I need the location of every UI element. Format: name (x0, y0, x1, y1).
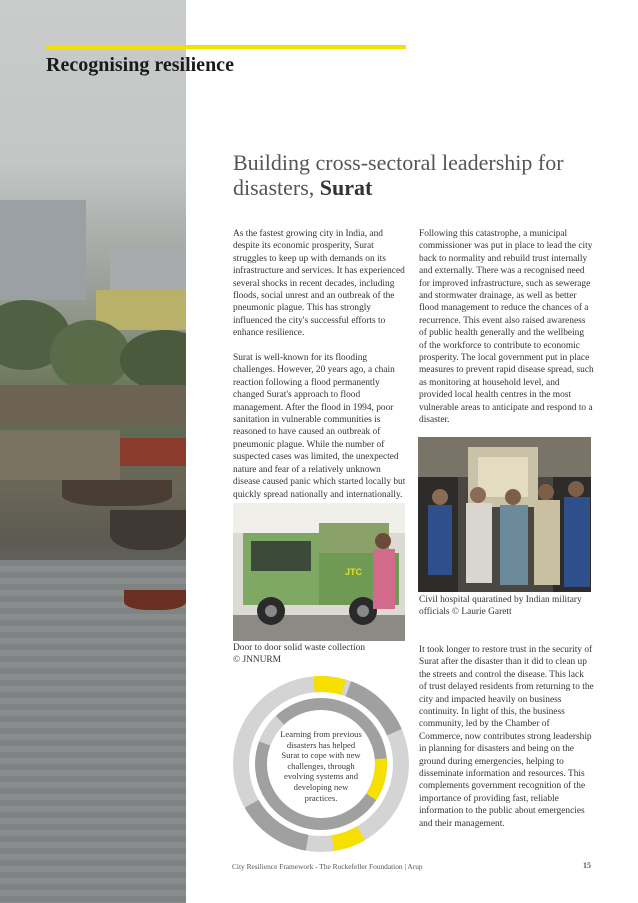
section-title: Recognising resilience (46, 54, 234, 76)
title-line-2 (233, 175, 613, 200)
caption-line: © JNNURM (233, 654, 282, 665)
truck-lettering: JTC (345, 567, 363, 577)
paragraph: As the fastest growing city in India, and despite its economic prosperity, Surat struggles to keep up with demands on its infrastructure and services. It has experienced several shocks in recent decades, including floods, social unrest and an outbreak of the pneumonic plague. This has strongly influenced the city's successful efforts to enhance resilience. (233, 229, 405, 339)
harbour-photo (0, 0, 186, 903)
caption-line: Door to door solid waste collection (233, 643, 366, 653)
waste-photo-caption (233, 643, 413, 666)
caption-line: Civil hospital quaratined by Indian military (419, 595, 582, 605)
page-number: 15 (583, 861, 591, 870)
paragraph: Surat is well-known for its flooding challenges. However, 20 years ago, a chain reaction following a flood permanently changed Surat's approach to flood management. After the flood in 1994, poor sanitation in vulnerable communities is reasoned to have caused an outbreak of pneumonic plague. While the number of suspected cases was limited, the unexpected nature and fear of a relatively unknown disease caused panic which started locally but quickly spread nationally and internationally. (233, 353, 406, 500)
waste-truck-photo (233, 503, 405, 641)
page-footer: City Resilience Framework - The Rockefeller Foundation | Arup (232, 862, 423, 871)
title-city: Surat (319, 175, 373, 200)
paragraph: It took longer to restore trust in the security of Surat after the disaster than it did to clean up the streets and control the disease. This lack of trust delayed residents from returning to the city and impacted heavily on business continuity. In light of this, the business community, led by the Chamber of Commerce, now contributes strong leadership in planning for disasters and being on the ground during emergencies, helping to disseminate information and resources. This complements government recognition of the importance of providing fast, reliable information to the public about emergencies and their management. (419, 645, 594, 829)
title-prefix: disasters, (233, 175, 320, 200)
hospital-photo (418, 437, 591, 592)
left-text-column (233, 228, 408, 513)
page-title (233, 150, 613, 200)
title-line-1: Building cross-sectoral leadership for (233, 150, 564, 175)
donut-center-text: Learning from previous disasters has helped Surat to cope with new challenges, through evolving systems and developing new practices. (280, 729, 362, 803)
right-bottom-text-column (419, 644, 594, 842)
right-text-column (419, 228, 594, 439)
caption-line: officials © Laurie Garett (419, 606, 512, 617)
paragraph: Following this catastrophe, a municipal commissioner was put in place to lead the city back to normality and rebuild trust internally and externally. There was a recognised need for improved infrastructure, such as sewerage and stormwater drainage, as well as better flood management to reduce the chances of a recurrence. This event also raised awareness of public health generally and the wellbeing of the workforce to contribute to economic prosperity. The local government put in place measures to prevent rapid disease spread, such as monitoring at household level, and provided local health centres in the most vulnerable areas to anticipate and respond to a disaster. (419, 229, 594, 426)
title-accent-rule (46, 45, 406, 49)
hospital-photo-caption (419, 595, 599, 618)
